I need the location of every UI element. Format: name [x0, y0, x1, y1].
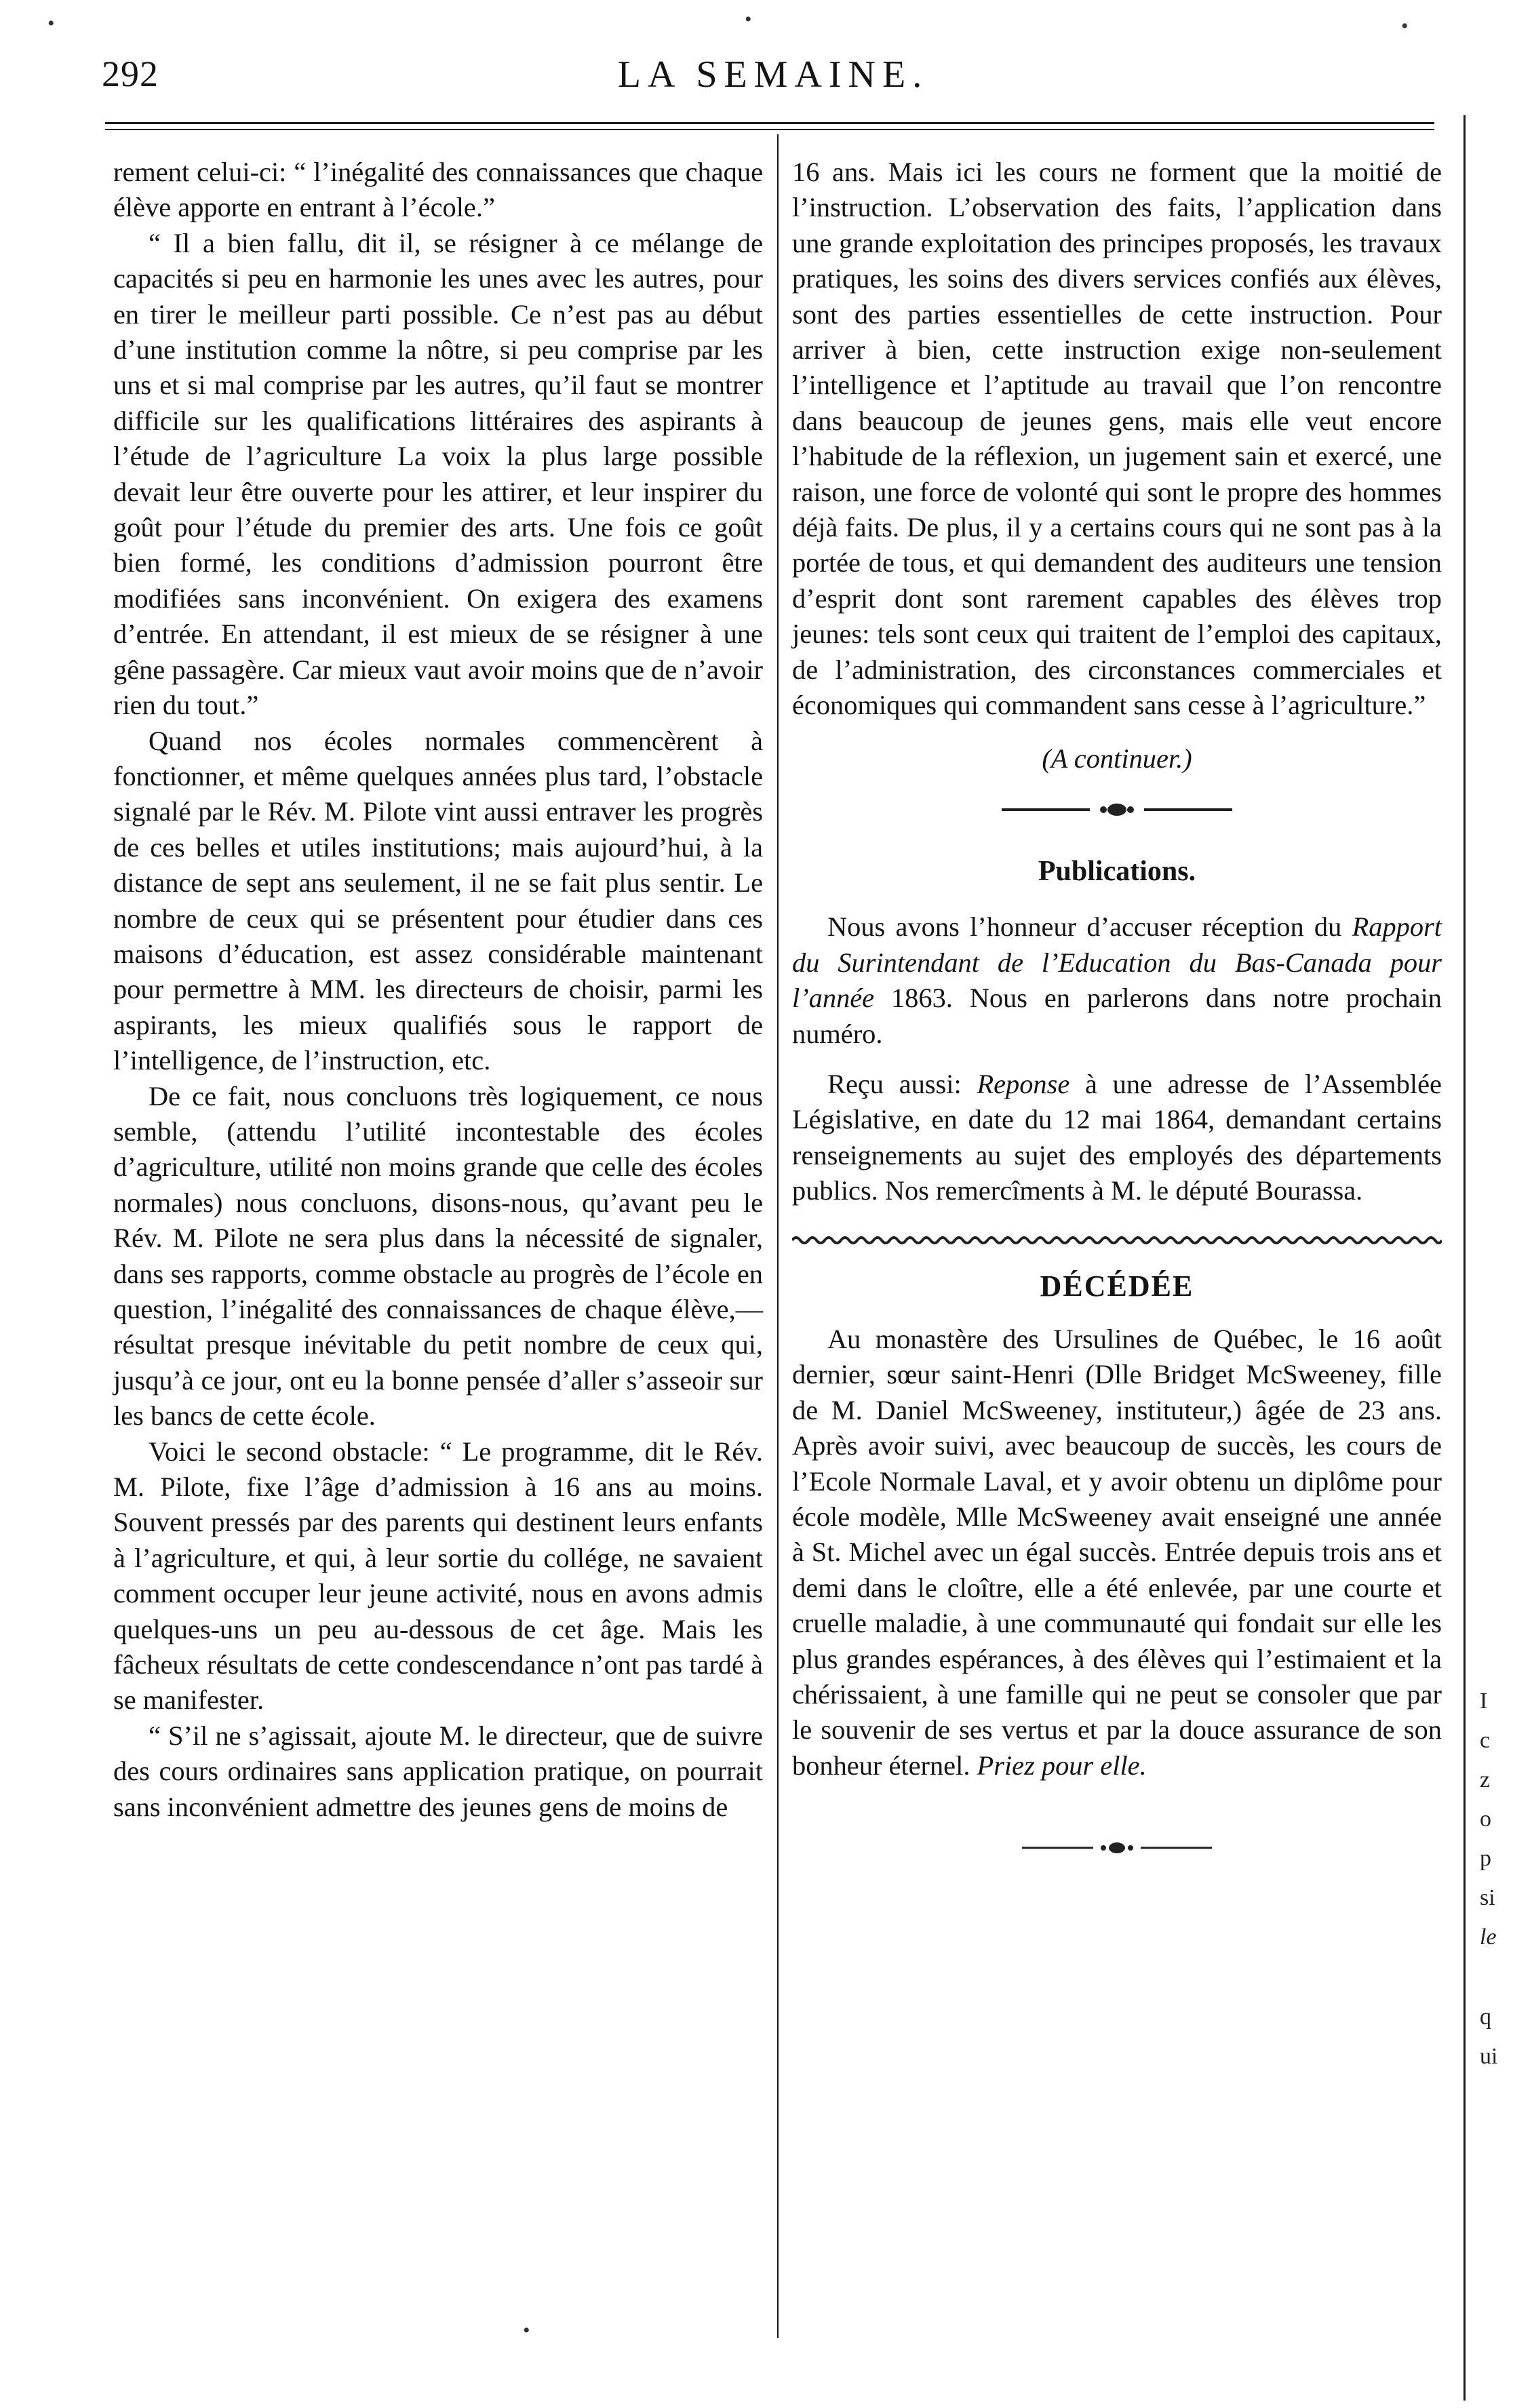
- left-paragraph-2: “ Il a bien fallu, dit il, se résigner à ce mélange de capacités si peu en harmonie les unes avec les autres, pour en tirer le meilleur parti possible. Ce n’est pas au début d’une institution comme la nôtre, si peu comprise par les uns et si mal comprise par les autres, qu’il faut se montrer difficile sur les qualifications littéraires des aspirants à l’étude de l’agriculture La voix la plus large possible devait leur être ouverte pour les attirer, et leur inspirer du goût pour l’étude du premier des arts. Une fois ce goût bien formé, les conditions d’admission pourront être modifiées sans inconvénient. On exigera des examens d’entrée. En attendant, il est mieux de se résigner à une gêne passagère. Car mieux vaut avoir moins que de n’avoir rien du tout.”: [113, 227, 763, 721]
- to-be-continued: (A continuer.): [1042, 743, 1192, 774]
- page-header: [102, 53, 1445, 108]
- left-paragraph-5: Voici le second obstacle: “ Le programme, dit le Rév. M. Pilote, fixe l’âge d’admission à 16 ans au moins. Souvent pressés par des parents qui destinent leurs enfants à l’agriculture, et qui, à leur sortie du collége, ne savaient comment occuper leur jeune activité, nous en avons admis quelques-uns un peu au-dessous de cet âge. Mais les fâcheux résultats de cette condescendance n’ont pas tardé à se manifester.: [113, 1436, 763, 1716]
- publications-p2-text-b: à une adresse de l’Assemblée Législative, en date du 12 mai 1864, demandant certains renseignements au sujet des employés des départements publics. Nos remercîments à M. le député Bourassa.: [792, 1068, 1442, 1206]
- publications-paragraph-2: [792, 1067, 1442, 1209]
- right-column: [792, 155, 1442, 1858]
- bullet-mark-top-right: •: [1401, 15, 1409, 37]
- deceased-paragraph: [792, 1322, 1442, 1783]
- deceased-text: Au monastère des Ursulines de Québec, le 16 août dernier, sœur saint-Henri (Dlle Bridget McSweeney, fille de M. Daniel McSweeney, instituteur,) âgée de 23 ans. Après avoir suivi, avec beaucoup de succès, les cours de l’Ecole Normale Laval, et y avoir obtenu un diplôme pour école modèle, Mlle McSweeney avait enseigné une année à St. Michel avec un égal succès. Entrée depuis trois ans et demi dans le cloître, elle a été enlevée, par une courte et cruelle maladie, à une communauté qui fondait sur elle les plus grandes espérances, à des élèves qui l’estimaient et la chérissaient, à une famille qui ne peut se consoler que par le souvenir de ses vertus et par la douce assurance de son bonheur éternel.: [792, 1323, 1442, 1781]
- publications-p1-text-a: Nous avons l’honneur d’accuser réception du: [827, 911, 1352, 943]
- left-column: [113, 155, 763, 1825]
- right-continuation-paragraph: 16 ans. Mais ici les cours ne forment que la moitié de l’instruction. L’observation des faits, l’application dans une grande exploitation des principes proposés, les travaux pratiques, les soins des divers services confiés aux élèves, sont des parties essentielles de cette instruction. Pour arriver à bien, cette instruction exige non-seulement l’intelligence et l’aptitude au travail que l’on rencontre dans beaucoup de jeunes gens, mais elle veut encore l’habitude de la réflexion, un jugement sain et exercé, une raison, une force de volonté qui sont le propre des hommes déjà faits. De plus, il y a certains cours qui ne sont pas à la portée de tous, et qui demandent des auditeurs une tension d’esprit dont sont rarement capables des élèves trop jeunes: tels sont ceux qui traitent de l’emploi des capitaux, de l’administration, des circonstances commerciales et économiques qui commandent sans cesse à l’agriculture.”: [792, 157, 1442, 721]
- closing-ornament: [1015, 1838, 1219, 1858]
- bullet-mark-top-center: •: [745, 8, 752, 31]
- deceased-closing: Priez pour elle.: [977, 1750, 1147, 1781]
- edge-fragment: si: [1480, 1885, 1495, 1910]
- edge-fragment: c: [1480, 1728, 1491, 1753]
- wavy-section-rule: [792, 1232, 1442, 1248]
- column-divider: [777, 134, 779, 2338]
- section-ornament: [995, 800, 1239, 820]
- edge-fragment: I: [1480, 1689, 1488, 1714]
- bullet-mark-top-left: •: [47, 12, 55, 35]
- publications-paragraph-1: [792, 909, 1442, 1052]
- header-rule-bottom: [105, 129, 1434, 130]
- edge-fragment: p: [1480, 1846, 1491, 1871]
- publications-p1-text-b: 1863. Nous en parlerons dans notre prochain numéro.: [792, 983, 1442, 1049]
- running-title: LA SEMAINE.: [617, 54, 929, 96]
- edge-fragments: [1480, 1682, 1507, 2076]
- left-paragraph-1: rement celui-ci: “ l’inégalité des connaissances que chaque élève apporte en entrant à l’école.”: [113, 157, 763, 223]
- page-edge-line: [1463, 115, 1466, 2401]
- bullet-mark-bottom: •: [523, 2319, 530, 2342]
- deceased-heading: DÉCÉDÉE: [1040, 1269, 1194, 1303]
- reponse-title: Reponse: [977, 1068, 1070, 1099]
- report-title: Rapport du Surintendant de l’Education du Bas-Canada pour l’année: [792, 911, 1442, 1014]
- edge-fragment: o: [1480, 1807, 1491, 1832]
- edge-fragment: ui: [1480, 2044, 1498, 2069]
- edge-fragment: q: [1480, 2005, 1491, 2030]
- left-paragraph-3: Quand nos écoles normales commencèrent à fonctionner, et même quelques années plus tard, l’obstacle signalé par le Rév. M. Pilote vint aussi entraver les progrès de ces belles et utiles institutions; mais aujourd’hui, à la distance de sept ans seulement, il ne se fait plus sentir. Le nombre de ceux qui se présentent pour étudier dans ces maisons d’éducation, est assez considérable maintenant pour permettre à MM. les directeurs de choisir, parmi les aspirants, les mieux qualifiés sous le rapport de l’intelligence, de l’instruction, etc.: [113, 725, 763, 1076]
- header-rule-top: [105, 122, 1434, 124]
- edge-fragment: z: [1480, 1767, 1491, 1792]
- publications-p2-text-a: Reçu aussi:: [827, 1068, 977, 1099]
- edge-fragment: le: [1480, 1925, 1497, 1950]
- page-number: 292: [102, 54, 159, 94]
- publications-heading: Publications.: [1038, 855, 1196, 887]
- left-paragraph-4: De ce fait, nous concluons très logiquement, ce nous semble, (attendu l’utilité incontestable des écoles d’agriculture, utilité non moins grande que celle des écoles normales) nous concluons, disons-nous, qu’avant peu le Rév. M. Pilote ne sera plus dans la nécessité de signaler, dans ses rapports, comme obstacle au progrès de l’école en question, l’inégalité des connaissances de chaque élève,—résultat presque inévitable du petit nombre de ceux qui, jusqu’à ce jour, ont eu la bonne pensée d’aller s’asseoir sur les bancs de cette école.: [113, 1080, 763, 1432]
- left-paragraph-6: “ S’il ne s’agissait, ajoute M. le directeur, que de suivre des cours ordinaires sans application pratique, on pourrait sans inconvénient admettre des jeunes gens de moins de: [113, 1720, 763, 1822]
